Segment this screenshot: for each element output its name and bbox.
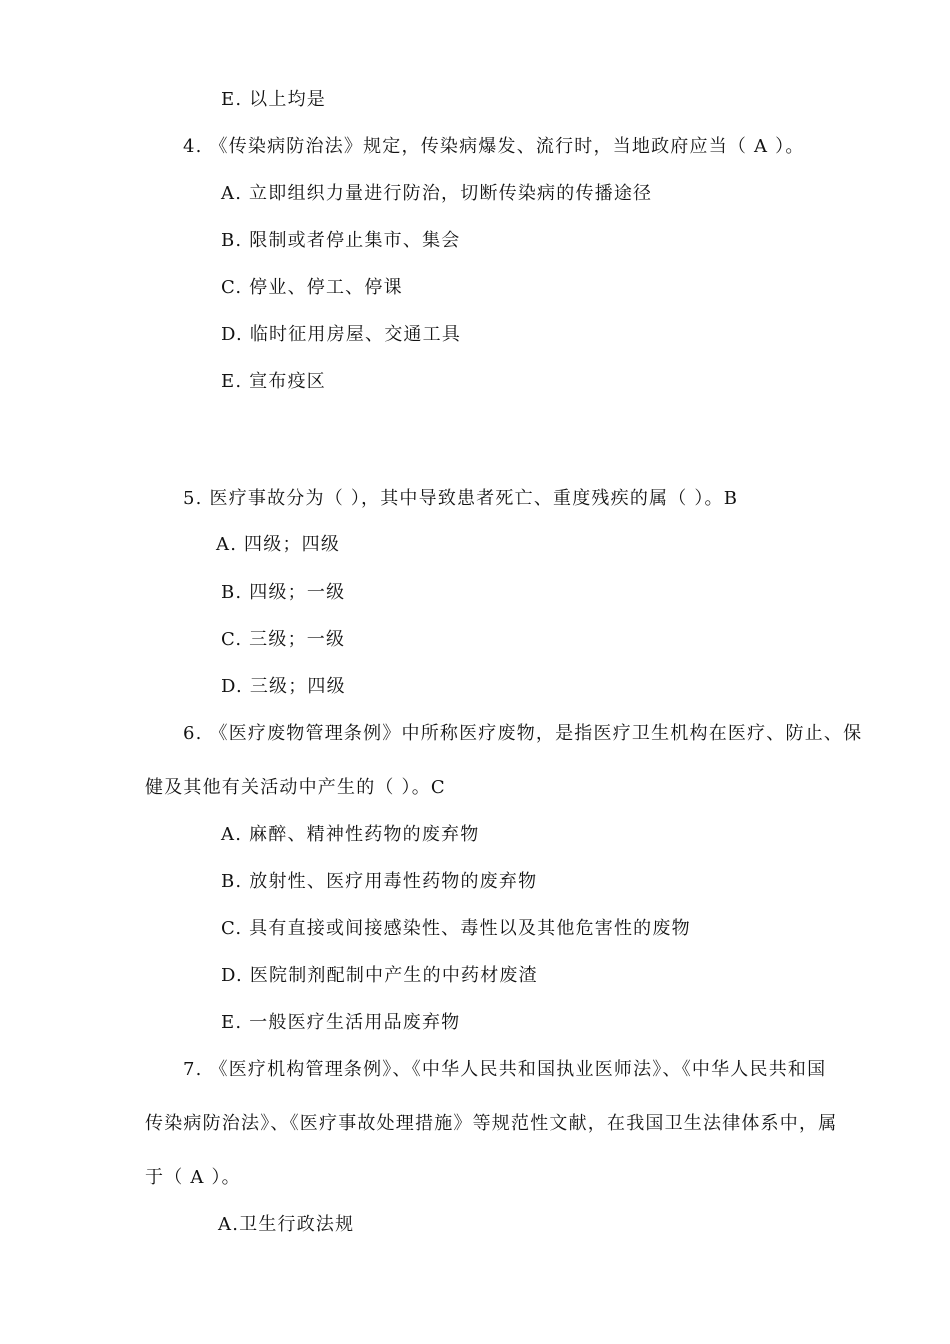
q5-stem: 5. 医疗事故分为（ ），其中导致患者死亡、重度残疾的属（ ）。B (183, 488, 739, 509)
q7-stem-line1: 7. 《医疗机构管理条例》、《中华人民共和国执业医师法》、《中华人民共和国 (183, 1059, 827, 1080)
q7-option-a: A.卫生行政法规 (218, 1214, 355, 1235)
q6-option-b: B. 放射性、医疗用毒性药物的废弃物 (221, 871, 538, 892)
q6-option-c: C. 具有直接或间接感染性、毒性以及其他危害性的废物 (221, 918, 691, 939)
q5-option-b: B. 四级；一级 (221, 582, 346, 603)
q6-option-e: E. 一般医疗生活用品废弃物 (221, 1012, 461, 1033)
q4-option-b: B. 限制或者停止集市、集会 (221, 230, 461, 251)
q5-option-a: A. 四级；四级 (216, 534, 341, 555)
q4-option-e: E. 宣布疫区 (221, 371, 326, 392)
q5-option-d: D. 三级；四级 (221, 676, 346, 697)
q4-option-a: A. 立即组织力量进行防治，切断传染病的传播途径 (221, 183, 653, 204)
q5-option-c: C. 三级；一级 (221, 629, 346, 650)
q6-option-d: D. 医院制剂配制中产生的中药材废渣 (221, 965, 538, 986)
q6-stem-line1: 6. 《医疗废物管理条例》中所称医疗废物，是指医疗卫生机构在医疗、防止、保 (183, 723, 863, 744)
q4-stem: 4. 《传染病防治法》规定，传染病爆发、流行时，当地政府应当（ A ）。 (183, 136, 805, 157)
q4-option-d: D. 临时征用房屋、交通工具 (221, 324, 462, 345)
q6-option-a: A. 麻醉、精神性药物的废弃物 (221, 824, 480, 845)
q4-option-c: C. 停业、停工、停课 (221, 277, 403, 298)
q3-option-e: E. 以上均是 (221, 89, 326, 110)
q7-stem-line3: 于（ A ）。 (145, 1167, 241, 1188)
q6-stem-line2: 健及其他有关活动中产生的（ ）。C (145, 777, 446, 798)
q7-stem-line2: 传染病防治法》、《医疗事故处理措施》等规范性文献，在我国卫生法律体系中，属 (145, 1113, 838, 1134)
